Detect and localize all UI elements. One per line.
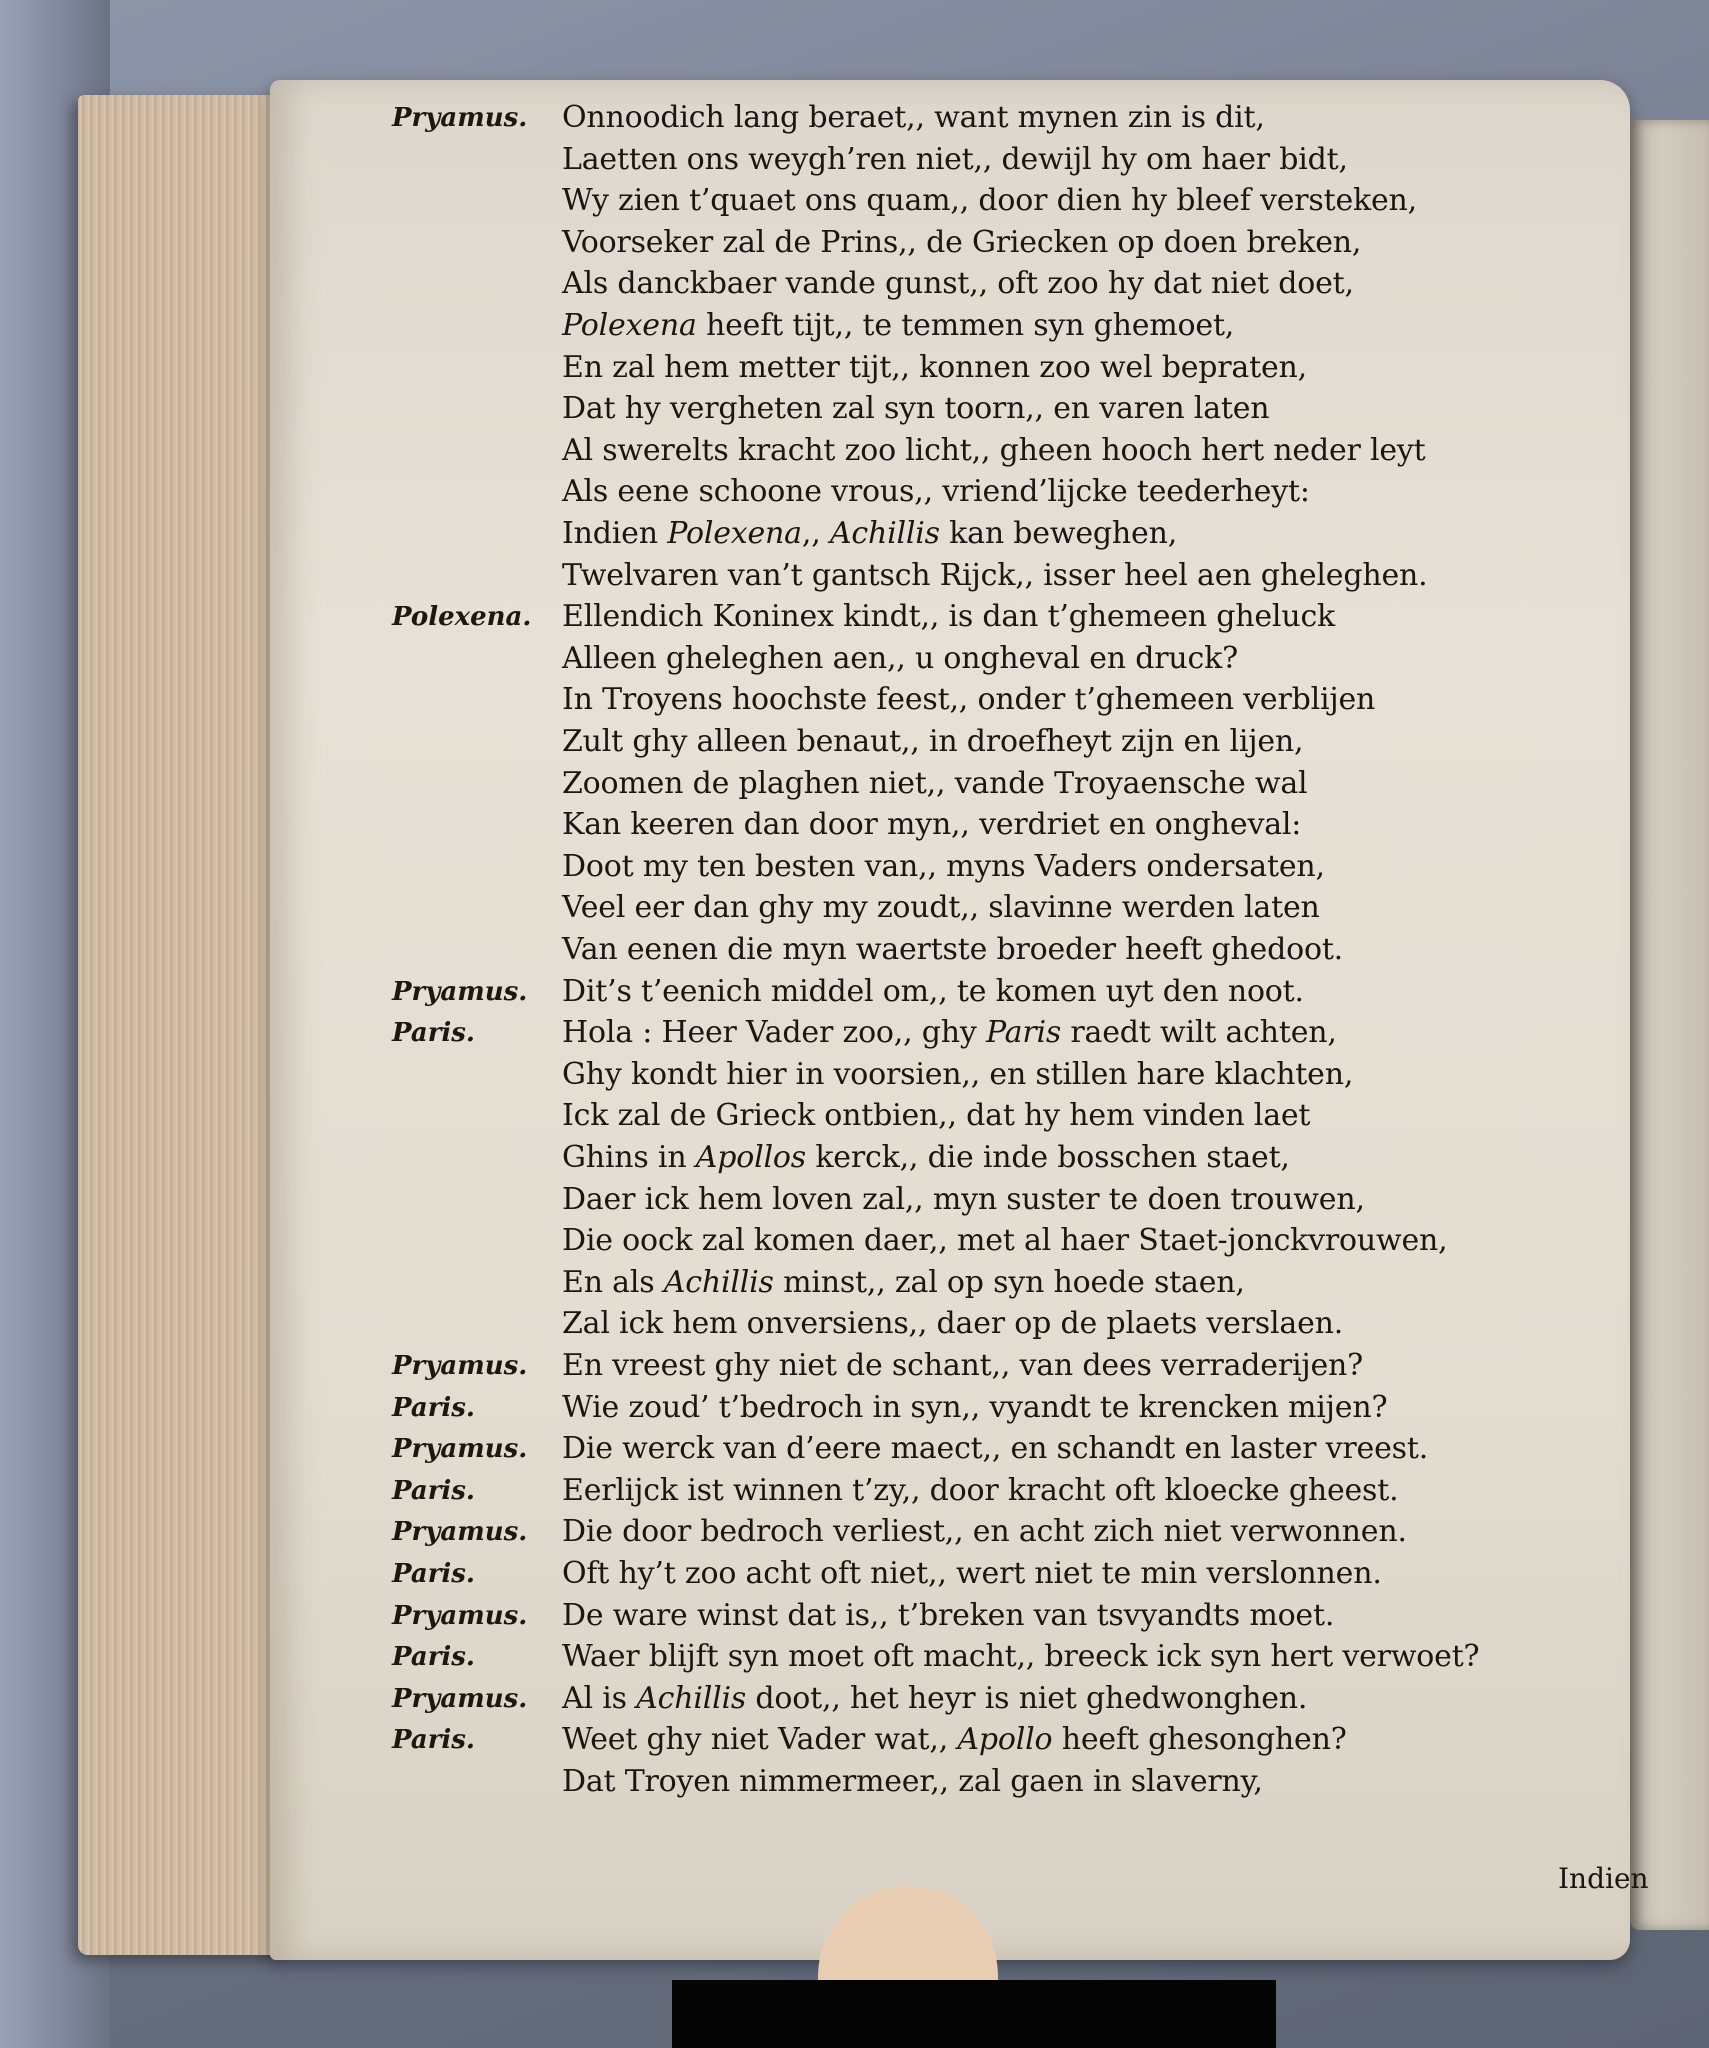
verse-text [562, 514, 1177, 554]
verse-fragment: Daer ick hem loven zal,, myn suster te doen trouwen, [562, 1181, 1365, 1217]
speaker-label: Polexena. [392, 602, 532, 633]
facing-page-edge [1630, 120, 1709, 1930]
verse-fragment: heeft ghesonghen? [1052, 1722, 1347, 1758]
verse-text [562, 1346, 1363, 1386]
verse-fragment: In Troyens hoochste feest,, onder t’ghemeen verblijen [562, 682, 1376, 718]
speaker-label: Paris. [392, 1559, 475, 1589]
verse-text [562, 98, 1265, 138]
verse-fragment: Voorseker zal de Prins,, de Griecken op doen breken, [562, 224, 1362, 260]
verse-text [562, 431, 1426, 471]
verse-text [562, 680, 1375, 720]
verse-fragment: Dat Troyen nimmermeer,, zal gaen in slaverny, [562, 1764, 1263, 1799]
verse-text [562, 972, 1304, 1012]
verse-fragment: Al swerelts kracht zoo licht,, gheen hooch hert neder leyt [562, 432, 1426, 468]
page-edges [78, 95, 288, 1955]
verse-fragment: Ick zal de Grieck ontbien,, dat hy hem vinden laet [562, 1098, 1311, 1134]
verse-text [562, 1637, 1479, 1677]
verse-text [562, 1554, 1382, 1594]
speaker-label: Paris. [392, 1392, 475, 1423]
verse-text [562, 223, 1361, 263]
verse-text [562, 1762, 1263, 1802]
verse-text [562, 805, 1301, 845]
italic-name: Paris [986, 1015, 1062, 1051]
verse-text [562, 888, 1320, 928]
verse-fragment: Die werck van d’eere maect,, en schandt en laster vreest. [562, 1431, 1429, 1467]
verse-text [562, 264, 1354, 304]
speaker-label: Paris. [392, 1725, 475, 1756]
verse-fragment: Eerlijck ist winnen t’zy,, door kracht oft kloecke gheest. [562, 1472, 1399, 1508]
verse-fragment: Die door bedroch verliest,, en acht zich niet verwonnen. [562, 1514, 1407, 1550]
catchword: Indien [1558, 1862, 1649, 1895]
verse-text [562, 639, 1238, 679]
verse-text [562, 1263, 1245, 1303]
verse-text [562, 1388, 1387, 1428]
verse-text [562, 1055, 1353, 1095]
verse-text [562, 597, 1335, 637]
verse-fragment: Kan keeren dan door myn,, verdriet en ongheval: [562, 807, 1302, 843]
verse-text [562, 1138, 1290, 1178]
verse-fragment: Al is [562, 1680, 637, 1716]
verse-text [562, 389, 1269, 429]
verse-text [562, 1720, 1347, 1760]
verse-text [562, 140, 1348, 180]
verse-text [562, 1304, 1343, 1344]
verse-text [562, 1180, 1365, 1220]
verse-fragment: kan beweghen, [939, 516, 1178, 551]
verse-fragment: Wie zoud’ t’bedroch in syn,, vyandt te krencken mijen? [562, 1389, 1388, 1425]
verse-text [562, 1512, 1407, 1552]
italic-name: Apollo [957, 1722, 1053, 1758]
speaker-label: Paris. [392, 1642, 475, 1673]
verse-fragment: Indien [562, 516, 668, 551]
verse-text [562, 181, 1417, 221]
verse-fragment: Dat hy vergheten zal syn toorn,, en varen laten [562, 391, 1270, 427]
verse-text [562, 1221, 1448, 1261]
speaker-label: Paris. [392, 1018, 475, 1049]
verse-fragment: heeft tijt,, te temmen syn ghemoet, [696, 308, 1235, 343]
verse-text [562, 1471, 1398, 1511]
verse-text [562, 348, 1307, 388]
verse-fragment: Ellendich Koninex kindt,, is dan t’ghemeen gheluck [562, 599, 1336, 635]
verse-fragment: Laetten ons weygh’ren niet,, dewijl hy om haer bidt, [562, 141, 1348, 177]
verse-fragment: Zoomen de plaghen niet,, vande Troyaensche wal [562, 765, 1308, 801]
italic-name: Achillis [636, 1680, 747, 1716]
verse-fragment: doot,, het heyr is niet ghedwonghen. [746, 1680, 1308, 1716]
verse-fragment: Waer blijft syn moet oft macht,, breeck ick syn hert verwoet? [562, 1639, 1480, 1675]
verse-fragment: En als [562, 1264, 664, 1300]
italic-name: Achillis [829, 516, 940, 551]
verse-fragment: Die oock zal komen daer,, met al haer Staet-jonckvrouwen, [562, 1223, 1448, 1259]
verse-fragment: minst,, zal op syn hoede staen, [773, 1264, 1245, 1300]
verse-text [562, 472, 1310, 512]
verse-fragment: Alleen gheleghen aen,, u ongheval en druck? [562, 640, 1238, 676]
verse-text [562, 722, 1303, 762]
verse-text [562, 1679, 1307, 1719]
verse-fragment: En vreest ghy niet de schant,, van dees verraderijen? [562, 1348, 1364, 1383]
verse-text [562, 930, 1343, 970]
italic-name: Apollos [695, 1140, 806, 1175]
verse-fragment: Als danckbaer vande gunst,, oft zoo hy dat niet doet, [562, 266, 1354, 302]
speaker-label: Pryamus. [392, 103, 528, 133]
verse-fragment: Weet ghy niet Vader wat,, [562, 1722, 958, 1758]
verse-fragment: Onnoodich lang beraet,, want mynen zin is dit, [562, 100, 1265, 135]
speaker-label: Pryamus. [392, 1434, 528, 1465]
verse-text [562, 764, 1307, 804]
verse-fragment: Als eene schoone vrous,, vriend’lijcke teederheyt: [562, 474, 1310, 510]
verse-text [562, 1013, 1337, 1053]
verse-fragment: Veel eer dan ghy my zoudt,, slavinne werden laten [562, 890, 1320, 926]
verse-fragment: Ghins in [562, 1140, 696, 1175]
italic-name: Polexena [667, 516, 802, 551]
verse-text [562, 306, 1234, 346]
verse-fragment: Ghy kondt hier in voorsien,, en stillen hare klachten, [562, 1056, 1354, 1092]
verse-fragment: Twelvaren van’t gantsch Rijck,, isser heel aen gheleghen. [562, 557, 1428, 593]
verse-fragment: Zal ick hem onversiens,, daer op de plaets verslaen. [562, 1306, 1344, 1342]
verse-fragment: Doot my ten besten van,, myns Vaders ondersaten, [562, 848, 1325, 884]
verse-fragment: En zal hem metter tijt,, konnen zoo wel bepraten, [562, 349, 1307, 385]
verse-text [562, 1596, 1334, 1636]
verse-fragment: Wy zien t’quaet ons quam,, door dien hy bleef versteken, [562, 183, 1418, 219]
verse-fragment: Van eenen die myn waertste broeder heeft ghedoot. [562, 932, 1344, 967]
verse-text [562, 556, 1427, 596]
verse-fragment: raedt wilt achten, [1061, 1015, 1337, 1051]
verse-text [562, 847, 1325, 887]
verse-fragment: Dit’s t’eenich middel om,, te komen uyt den noot. [562, 973, 1304, 1009]
speaker-label: Pryamus. [392, 1351, 528, 1381]
verse-fragment: kerck,, die inde bosschen staet, [805, 1140, 1290, 1175]
verse-text [562, 1096, 1310, 1136]
italic-name: Achillis [663, 1264, 774, 1300]
verse-fragment: Oft hy’t zoo acht oft niet,, wert niet te min verslonnen. [562, 1556, 1382, 1591]
speaker-label: Pryamus. [392, 1517, 528, 1548]
black-bar [672, 1980, 1276, 2048]
speaker-label: Paris. [392, 1475, 475, 1506]
speaker-label: Pryamus. [392, 976, 528, 1007]
verse-text [562, 1429, 1428, 1469]
verse-fragment: Hola : Heer Vader zoo,, ghy [562, 1015, 987, 1051]
speaker-label: Pryamus. [392, 1600, 528, 1631]
speaker-label: Pryamus. [392, 1683, 528, 1714]
verse-fragment: ,, [801, 516, 830, 551]
verse-fragment: De ware winst dat is,, t’breken van tsvyandts moet. [562, 1597, 1335, 1633]
italic-name: Polexena [562, 308, 697, 343]
verse-fragment: Zult ghy alleen benaut,, in droefheyt zijn en lijen, [562, 724, 1304, 759]
